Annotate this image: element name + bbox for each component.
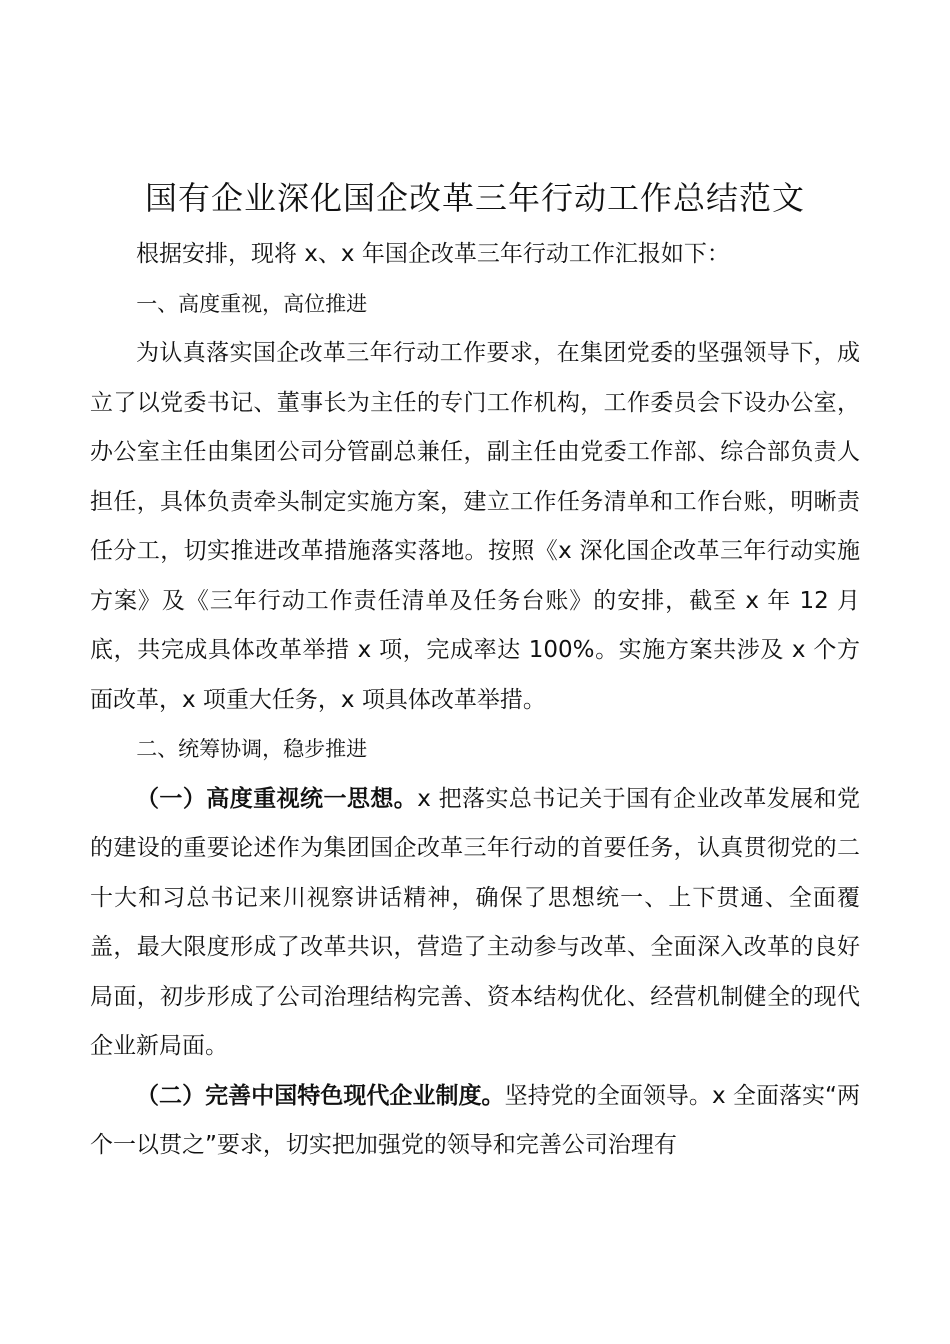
section1-heading: 一、高度重视，高位推进 bbox=[136, 291, 368, 316]
section2-item1-text: x 把落实总书记关于国有企业改革发展和党的建设的重要论述作为集团国企改革三年行动的首要任务，认真贯彻党的二十大和习总书记来川视察讲话精神，确保了思想统一、上下贯通、全面覆盖，最大限度形成了改革共识，营造了主动参与改革、全面深入改革的良好局面，初步形成了公司治理结构完善、资本结构优化、经营机制健全的现代企业新局面。 bbox=[90, 785, 860, 1059]
section2-item2-paragraph bbox=[90, 1072, 860, 1171]
section2-item1-lead: （一）高度重视统一思想。 bbox=[136, 785, 418, 812]
section2-item2-lead: （二）完善中国特色现代企业制度。 bbox=[136, 1082, 505, 1109]
section2-item1-paragraph bbox=[90, 775, 860, 1072]
section2-heading: 二、统筹协调，稳步推进 bbox=[136, 737, 368, 761]
section2-item2-text: 坚持党的全面领导。x 全面落实“两个一以贯之”要求，切实把加强党的领导和完善公司治理有 bbox=[90, 1082, 861, 1158]
intro-paragraph: 根据安排，现将 x、x 年国企改革三年行动工作汇报如下： bbox=[136, 241, 730, 267]
section1-paragraph: 为认真落实国企改革三年行动工作要求，在集团党委的坚强领导下，成立了以党委书记、董事长为主任的专门工作机构，工作委员会下设办公室，办公室主任由集团公司分管副总兼任，副主任由党委工作部、综合部负责人担任，具体负责牵头制定实施方案，建立工作任务清单和工作台账，明晰责任分工，切实推进改革措施落实落地。按照《x 深化国企改革三年行动实施方案》及《三年行动工作责任清单及任务台账》的安排，截至 x 年 12 月底，共完成具体改革举措 x 项，完成率达 100%。实施方案共涉及 x 个方面改革，x 项重大任务，x 项具体改革举措。 bbox=[90, 340, 860, 713]
document-title: 国有企业深化国企改革三年行动工作总结范文 bbox=[144, 179, 805, 217]
document-page bbox=[90, 170, 860, 1171]
